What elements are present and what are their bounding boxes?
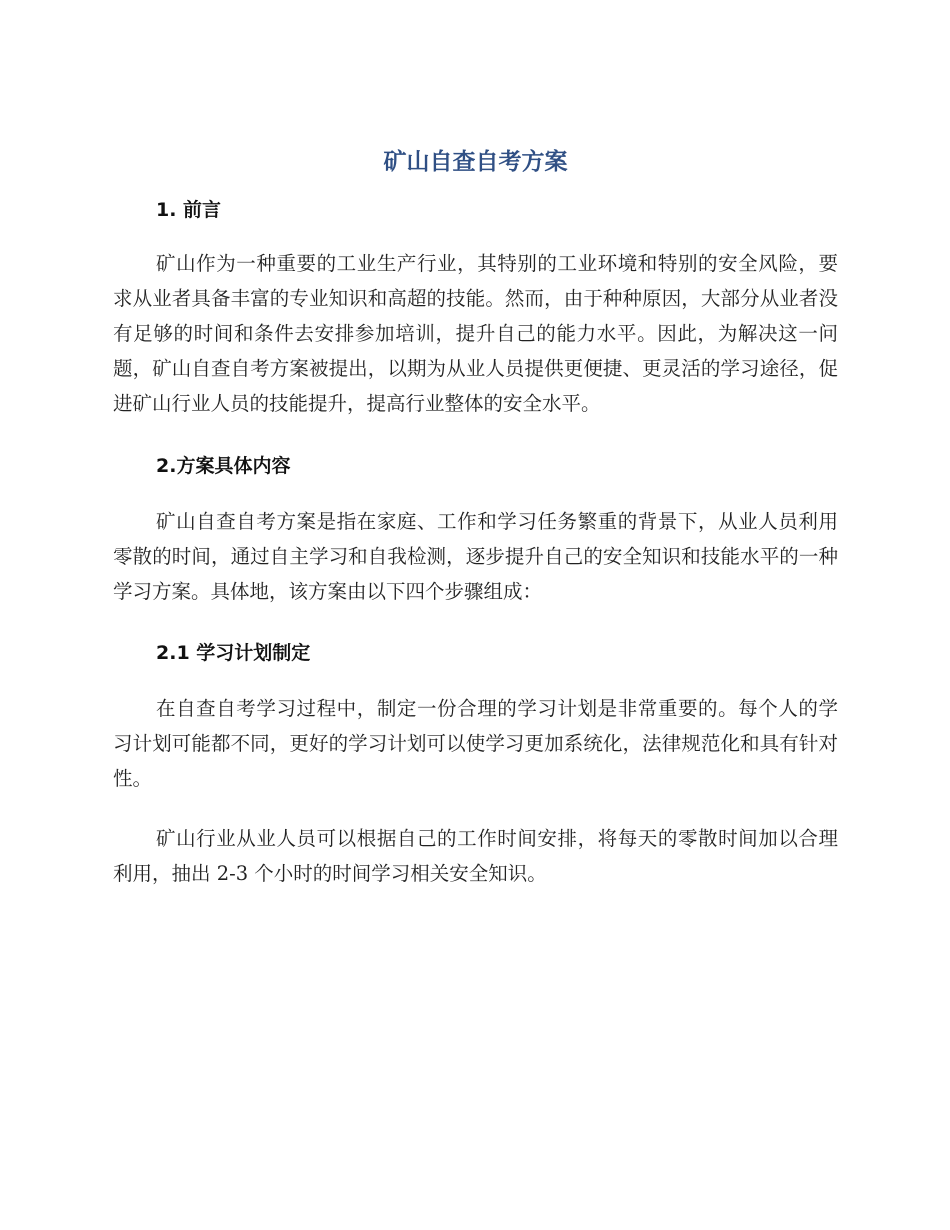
paragraph-study-plan-1: 在自查自考学习过程中，制定一份合理的学习计划是非常重要的。每个人的学习计划可能都不同，更好的学习计划可以使学习更加系统化，法律规范化和具有针对性。 [113,697,838,790]
paragraph-preface: 矿山作为一种重要的工业生产行业，其特别的工业环境和特别的安全风险，要求从业者具备丰富的专业知识和高超的技能。然而，由于种种原因，大部分从业者没有足够的时间和条件去安排参加培训，提升自己的能力水平。因此，为解决这一问题，矿山自查自考方案被提出，以期为从业人员提供更便捷、更灵活的学习途径，促进矿山行业人员的技能提升，提高行业整体的安全水平。 [113,252,838,415]
section-heading-study-plan: 2.1 学习计划制定 [156,642,311,664]
section-heading-plan-content: 2.方案具体内容 [156,455,291,477]
section-heading-preface: 1. 前言 [156,199,222,221]
paragraph-study-plan-2: 矿山行业从业人员可以根据自己的工作时间安排，将每天的零散时间加以合理利用，抽出 2-3 个小时的时间学习相关安全知识。 [113,827,838,885]
paragraph-plan-content: 矿山自查自考方案是指在家庭、工作和学习任务繁重的背景下，从业人员利用零散的时间，通过自主学习和自我检测，逐步提升自己的安全知识和技能水平的一种学习方案。具体地，该方案由以下四个步骤组成： [113,510,838,603]
page-title: 矿山自查自考方案 [383,149,568,175]
